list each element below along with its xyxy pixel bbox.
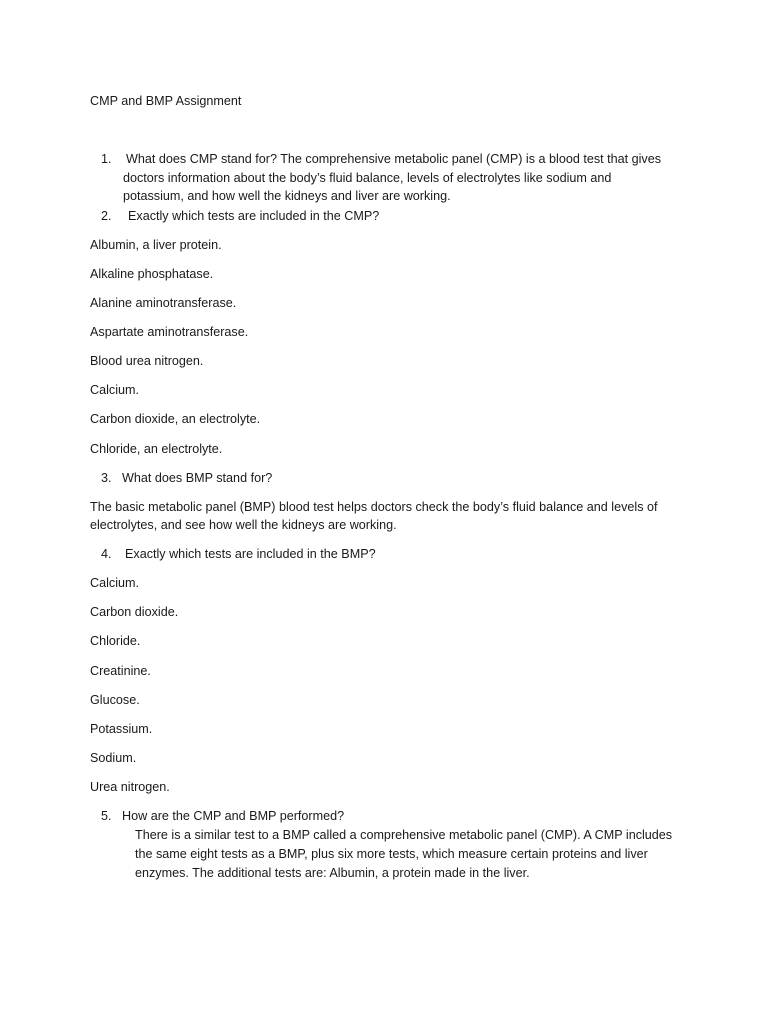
cmp-test-item: Carbon dioxide, an electrolyte. [90,412,261,426]
bmp-answer-line-1: The basic metabolic panel (BMP) blood test helps doctors check the body’s fluid balance and levels of [90,500,658,514]
bmp-test-item: Potassium. [90,722,153,736]
q4-number: 4. [101,547,112,561]
cmp-test-item: Blood urea nitrogen. [90,354,204,368]
bmp-test-item: Creatinine. [90,664,151,678]
cmp-test-item: Chloride, an electrolyte. [90,442,223,456]
bmp-test-item: Chloride. [90,634,141,648]
q5-answer-line-1: There is a similar test to a BMP called a comprehensive metabolic panel (CMP). A CMP includes [135,828,673,842]
q5-text: How are the CMP and BMP performed? [122,809,345,823]
q3-text: What does BMP stand for? [122,471,273,485]
bmp-test-item: Sodium. [90,751,137,765]
q1-line-1: What does CMP stand for? The comprehensive metabolic panel (CMP) is a blood test that gives [126,152,662,166]
cmp-test-item: Calcium. [90,383,139,397]
q1-line-3: potassium, and how well the kidneys and liver are working. [123,189,451,203]
bmp-test-item: Carbon dioxide. [90,605,179,619]
q5-answer-line-2: the same eight tests as a BMP, plus six more tests, which measure certain proteins and liver [135,847,648,861]
cmp-test-item: Aspartate aminotransferase. [90,325,249,339]
q4-text: Exactly which tests are included in the BMP? [125,547,376,561]
q1-line-2: doctors information about the body’s fluid balance, levels of electrolytes like sodium and [123,171,612,185]
q1-number: 1. [101,152,112,166]
q5-answer-line-3: enzymes. The additional tests are: Albumin, a protein made in the liver. [135,866,530,880]
cmp-test-item: Albumin, a liver protein. [90,238,222,252]
q5-number: 5. [101,809,112,823]
q2-number: 2. [101,209,112,223]
bmp-answer-line-2: electrolytes, and see how well the kidneys are working. [90,518,397,532]
bmp-test-item: Calcium. [90,576,139,590]
document-title: CMP and BMP Assignment [90,94,242,108]
q3-number: 3. [101,471,112,485]
bmp-test-item: Glucose. [90,693,140,707]
q2-text: Exactly which tests are included in the CMP? [128,209,380,223]
bmp-test-item: Urea nitrogen. [90,780,170,794]
cmp-test-item: Alkaline phosphatase. [90,267,214,281]
cmp-test-item: Alanine aminotransferase. [90,296,237,310]
